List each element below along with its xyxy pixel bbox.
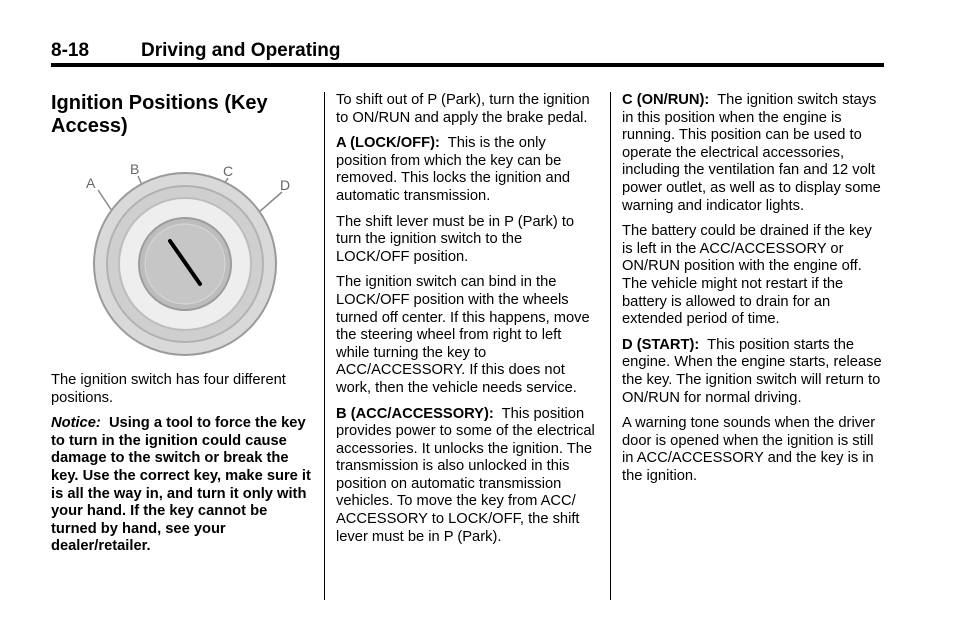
notice-text: Using a tool to force the key to turn in the ignition could cause damage to the switch or break the key. Use the correct key, make sure it is all the way in, and turn it only with your hand. If the key cannot be turned by hand, see your dealer/retailer. [51,415,311,555]
on-run-text: The ignition switch stays in this position when the engine is running. This position can be used to operate the electrical accessories, including the ventilation fan and 12 volt power outlet, as well as to display some warning and indicator lights. [622,92,881,214]
label-b: B [130,161,140,177]
page-number: 8-18 [51,40,90,61]
start-term: D (START): [622,336,700,353]
acc-text: This position provides power to some of the electrical accessories. It unlocks the ignition. The transmission is also unlocked in this position on automatic transmission vehicles. To move the key from ACC/ ACCESSORY to LOCK/OFF, the shift lever must be in P (Park). [336,405,595,545]
chapter-title: Driving and Operating [141,40,341,61]
acc-paragraph [336,406,598,547]
notice-paragraph [51,415,313,556]
start-text: This position starts the engine. When the engine starts, release the key. The ignition switch will return to ON/RUN for normal driving. [622,336,882,406]
battery-paragraph: The battery could be drained if the key is left in the ACC/ACCESSORY or ON/RUN position with the engine off. The vehicle might not restart if the battery is allowed to drain for an extended period of time. [622,223,872,328]
intro-paragraph: The ignition switch has four different positions. [51,372,286,406]
label-c: C [223,163,234,179]
start-paragraph [622,337,884,407]
lock-off-paragraph [336,135,598,205]
label-a: A [86,175,96,191]
shift-out-paragraph: To shift out of P (Park), turn the ignition to ON/RUN and apply the brake pedal. [336,92,590,126]
column-divider-2 [610,92,611,600]
column-3 [622,92,884,493]
lock-off-text: This is the only position from which the key can be removed. This locks the ignition and automatic transmission. [336,135,571,204]
shift-lever-paragraph: The shift lever must be in P (Park) to turn the ignition switch to the LOCK/OFF position. [336,213,575,265]
bind-paragraph: The ignition switch can bind in the LOCK/OFF position with the wheels turned off center. If this happens, move the steering wheel from right to left while turning the key to ACC/ACCESSORY. If this does not work, then the vehicle needs service. [336,274,590,396]
header-rule [51,63,884,67]
acc-term: B (ACC/ACCESSORY): [336,405,494,422]
lock-off-term: A (LOCK/OFF): [336,135,440,152]
section-title: Ignition Positions (Key Access) [51,92,268,137]
on-run-paragraph [622,92,884,215]
ignition-switch-illustration [80,158,300,358]
column-1 [51,92,313,138]
on-run-term: C (ON/RUN): [622,92,710,108]
page-header [51,38,884,64]
column-2 [336,92,598,554]
notice-label: Notice: [51,415,101,432]
warning-tone-paragraph: A warning tone sounds when the driver door is opened when the ignition is still in ACC/ACCESSORY and the key is in the ignition. [622,415,876,484]
column-divider-1 [324,92,325,600]
column-1-body [51,372,313,564]
label-d: D [280,177,291,193]
